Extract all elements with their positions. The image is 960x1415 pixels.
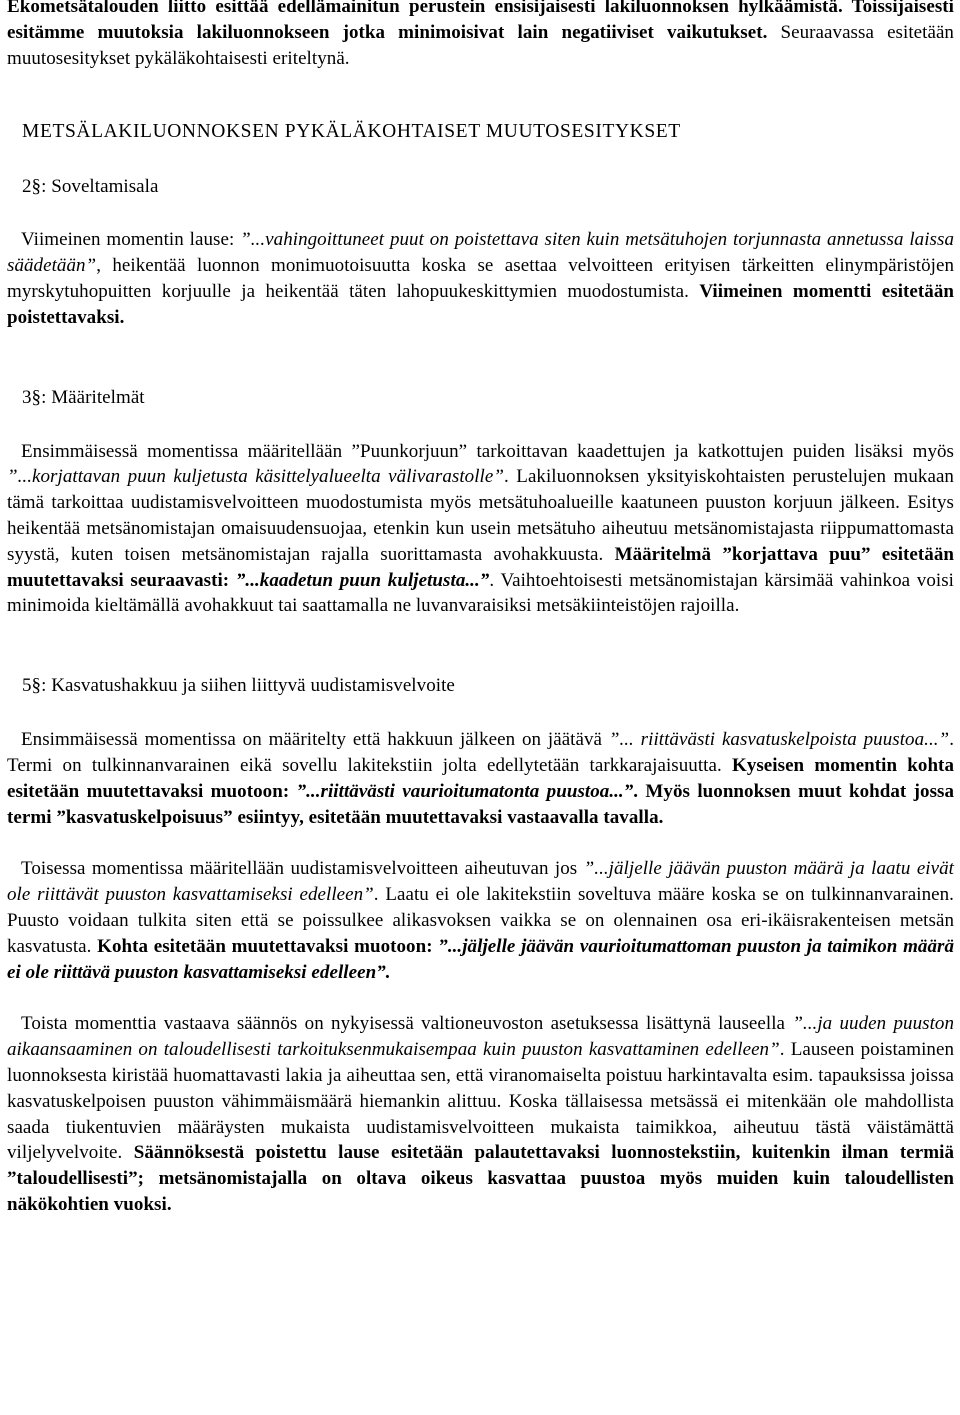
s3-p1-proposal: Määritelmä ”korjattava puu” esitetään muutettavaksi seuraavasti: [7, 543, 954, 591]
s2-p1-quote: ”...vahingoittuneet puut on poistettava siten kuin metsätuhojen torjunnasta annetussa laissa säädetään” [7, 229, 954, 277]
section-5-heading: 5§: Kasvatushakkuu ja siihen liittyvä uudistamisvelvoite [22, 675, 455, 697]
s3-p1-new-wording: ”...kaadetun puun kuljetusta...” [235, 569, 490, 591]
s5-p2-new-wording: ”...jäljelle jäävän vaurioitumattoman puuston ja taimikon määrä ei ole riittävä puuston kasvattamiseksi edelleen”. [7, 935, 954, 983]
section-3-paragraph [7, 439, 954, 620]
s5-p3-c: . Lauseen poistaminen luonnoksesta kiristää huomattavasti lakia ja aiheuttaa sen, että viranomaiselta poistuu harkintavalta esim. tapauksissa joissa kasvatuskelpoisen puuston vähimmäismäärä hiemankin alittuu. Koska tällaisessa metsässä ei mitenkään ole mahdollista saada tiukentuvien määräysten mukaista uudistamisvelvoitteen mukaista taimikkoa, aiheutuu tästä väistämättä viljelyvelvoite. [7, 1039, 954, 1164]
s5-p1-quote: ”... riittävästi kasvatuskelpoista puustoa...” [608, 729, 950, 751]
intro-bold-text: Ekometsätalouden liitto esittää edellämainitun perustein ensisijaisesti lakiluonnoksen hylkäämistä. Toissijaisesti esitämme muutoksia lakiluonnokseen jotka minimoisivat lain negatiiviset vaikutukset. [7, 0, 954, 43]
s5-p2-c: . Laatu ei ole lakitekstiin soveltuva määre koska se on tulkinnanvarainen. Puusto voidaan tulkita siten että se poissulkee alikasvoksen vaikka se on olennainen osa eri-ikäisrakenteisen metsän kasvatusta. [7, 884, 954, 957]
s5-p1-f: . Myös luonnoksen muut kohdat jossa termi ”kasvatuskelpoisuus” esiintyy, esitetään muutettavaksi vastaavalla tavalla. [7, 780, 955, 828]
s3-p1-quote: ”...korjattavan puun kuljetusta käsittelyalueelta välivarastolle” [7, 466, 504, 488]
s3-p1-c: . Lakiluonnoksen yksityiskohtaisten perustelujen mukaan tämä tarkoittaa uudistamisvelvoitteen muodostumista myös metsätuhoalueille kaatuneen puuston korjuun jälkeen. Esitys heikentää metsänomistajan omaisuudensuojaa, etenkin kun usein metsätuho aiheutuu metsänomistajasta riippumattomasta syystä, kuten toisen metsänomistajan rajalla suorittamasta avohakkuusta. [7, 466, 954, 565]
section-2-heading: 2§: Soveltamisala [22, 176, 159, 198]
section-5-paragraph-1 [7, 727, 954, 830]
s3-p1-f: . Vaihtoehtoisesti metsänomistajan kärsimää vahinkoa voisi minimoida kieltämällä avohakkuut tai saattamalla ne luvanvaraisiksi metsäkiinteistöjen rajoilla. [7, 569, 954, 617]
s5-p3-proposal: Säännöksestä poistettu lause esitetään palautettavaksi luonnostekstiin, kuitenkin ilman termiä ”taloudellisesti”; metsänomistajalla on oltava oikeus kasvattaa puustoa myös muiden kuin taloudellisten näkökohtien vuoksi. [7, 1142, 955, 1215]
section-5-paragraph-2 [7, 856, 954, 985]
section-3-heading: 3§: Määritelmät [22, 386, 145, 408]
s5-p2-quote: ”...jäljelle jäävän puuston määrä ja laatu eivät ole riittävät puuston kasvattamiseksi edelleen” [7, 858, 954, 906]
s5-p3-quote: ”...ja uuden puuston aikaansaaminen on taloudellisesti tarkoituksenmukaisempaa kuin puuston kasvattaminen edelleen” [7, 1013, 954, 1061]
section-5-paragraph-3 [7, 1011, 954, 1217]
section-2-paragraph [7, 227, 954, 330]
s5-p2-proposal: Kohta esitetään muutettavaksi muotoon: [97, 935, 439, 957]
s5-p1-new-wording: ”...riittävästi vaurioitumatonta puustoa...” [296, 780, 634, 802]
intro-paragraph [7, 0, 954, 71]
main-heading: METSÄLAKILUONNOKSEN PYKÄLÄKOHTAISET MUUTOSESITYKSET [22, 121, 681, 143]
s5-p1-c: . Termi on tulkinnanvarainen eikä sovellu lakitekstiin jolta edellytetään tarkkarajaisuutta. [7, 729, 954, 776]
s2-p1-a: Viimeinen momentin lause: [21, 229, 241, 251]
intro-plain-text: Seuraavassa esitetään muutosesitykset pykäläkohtaisesti eriteltynä. [7, 21, 954, 69]
s2-p1-c: , heikentää luonnon monimuotoisuutta koska se asettaa velvoitteen erityisen tärkeitten elinympäristöjen myrskytuhopuitten korjuulle ja heikentää täten lahopuukeskittymien muodostumista. [7, 255, 954, 302]
s3-p1-a: Ensimmäisessä momentissa määritellään ”Puunkorjuun” tarkoittavan kaadettujen ja katkottujen puiden lisäksi myös [21, 440, 954, 462]
s5-p1-a: Ensimmäisessä momentissa on määritelty että hakkuun jälkeen on jäätävä [21, 729, 609, 751]
s5-p3-a: Toista momenttia vastaava säännös on nykyisessä valtioneuvoston asetuksessa lisättynä lauseella [21, 1013, 793, 1035]
s5-p1-proposal: Kyseisen momentin kohta esitetään muutettavaksi muotoon: [7, 754, 954, 802]
s5-p2-a: Toisessa momentissa määritellään uudistamisvelvoitteen aiheutuvan jos [21, 858, 584, 880]
s2-p1-proposal: Viimeinen momentti esitetään poistettavaksi. [7, 280, 954, 328]
